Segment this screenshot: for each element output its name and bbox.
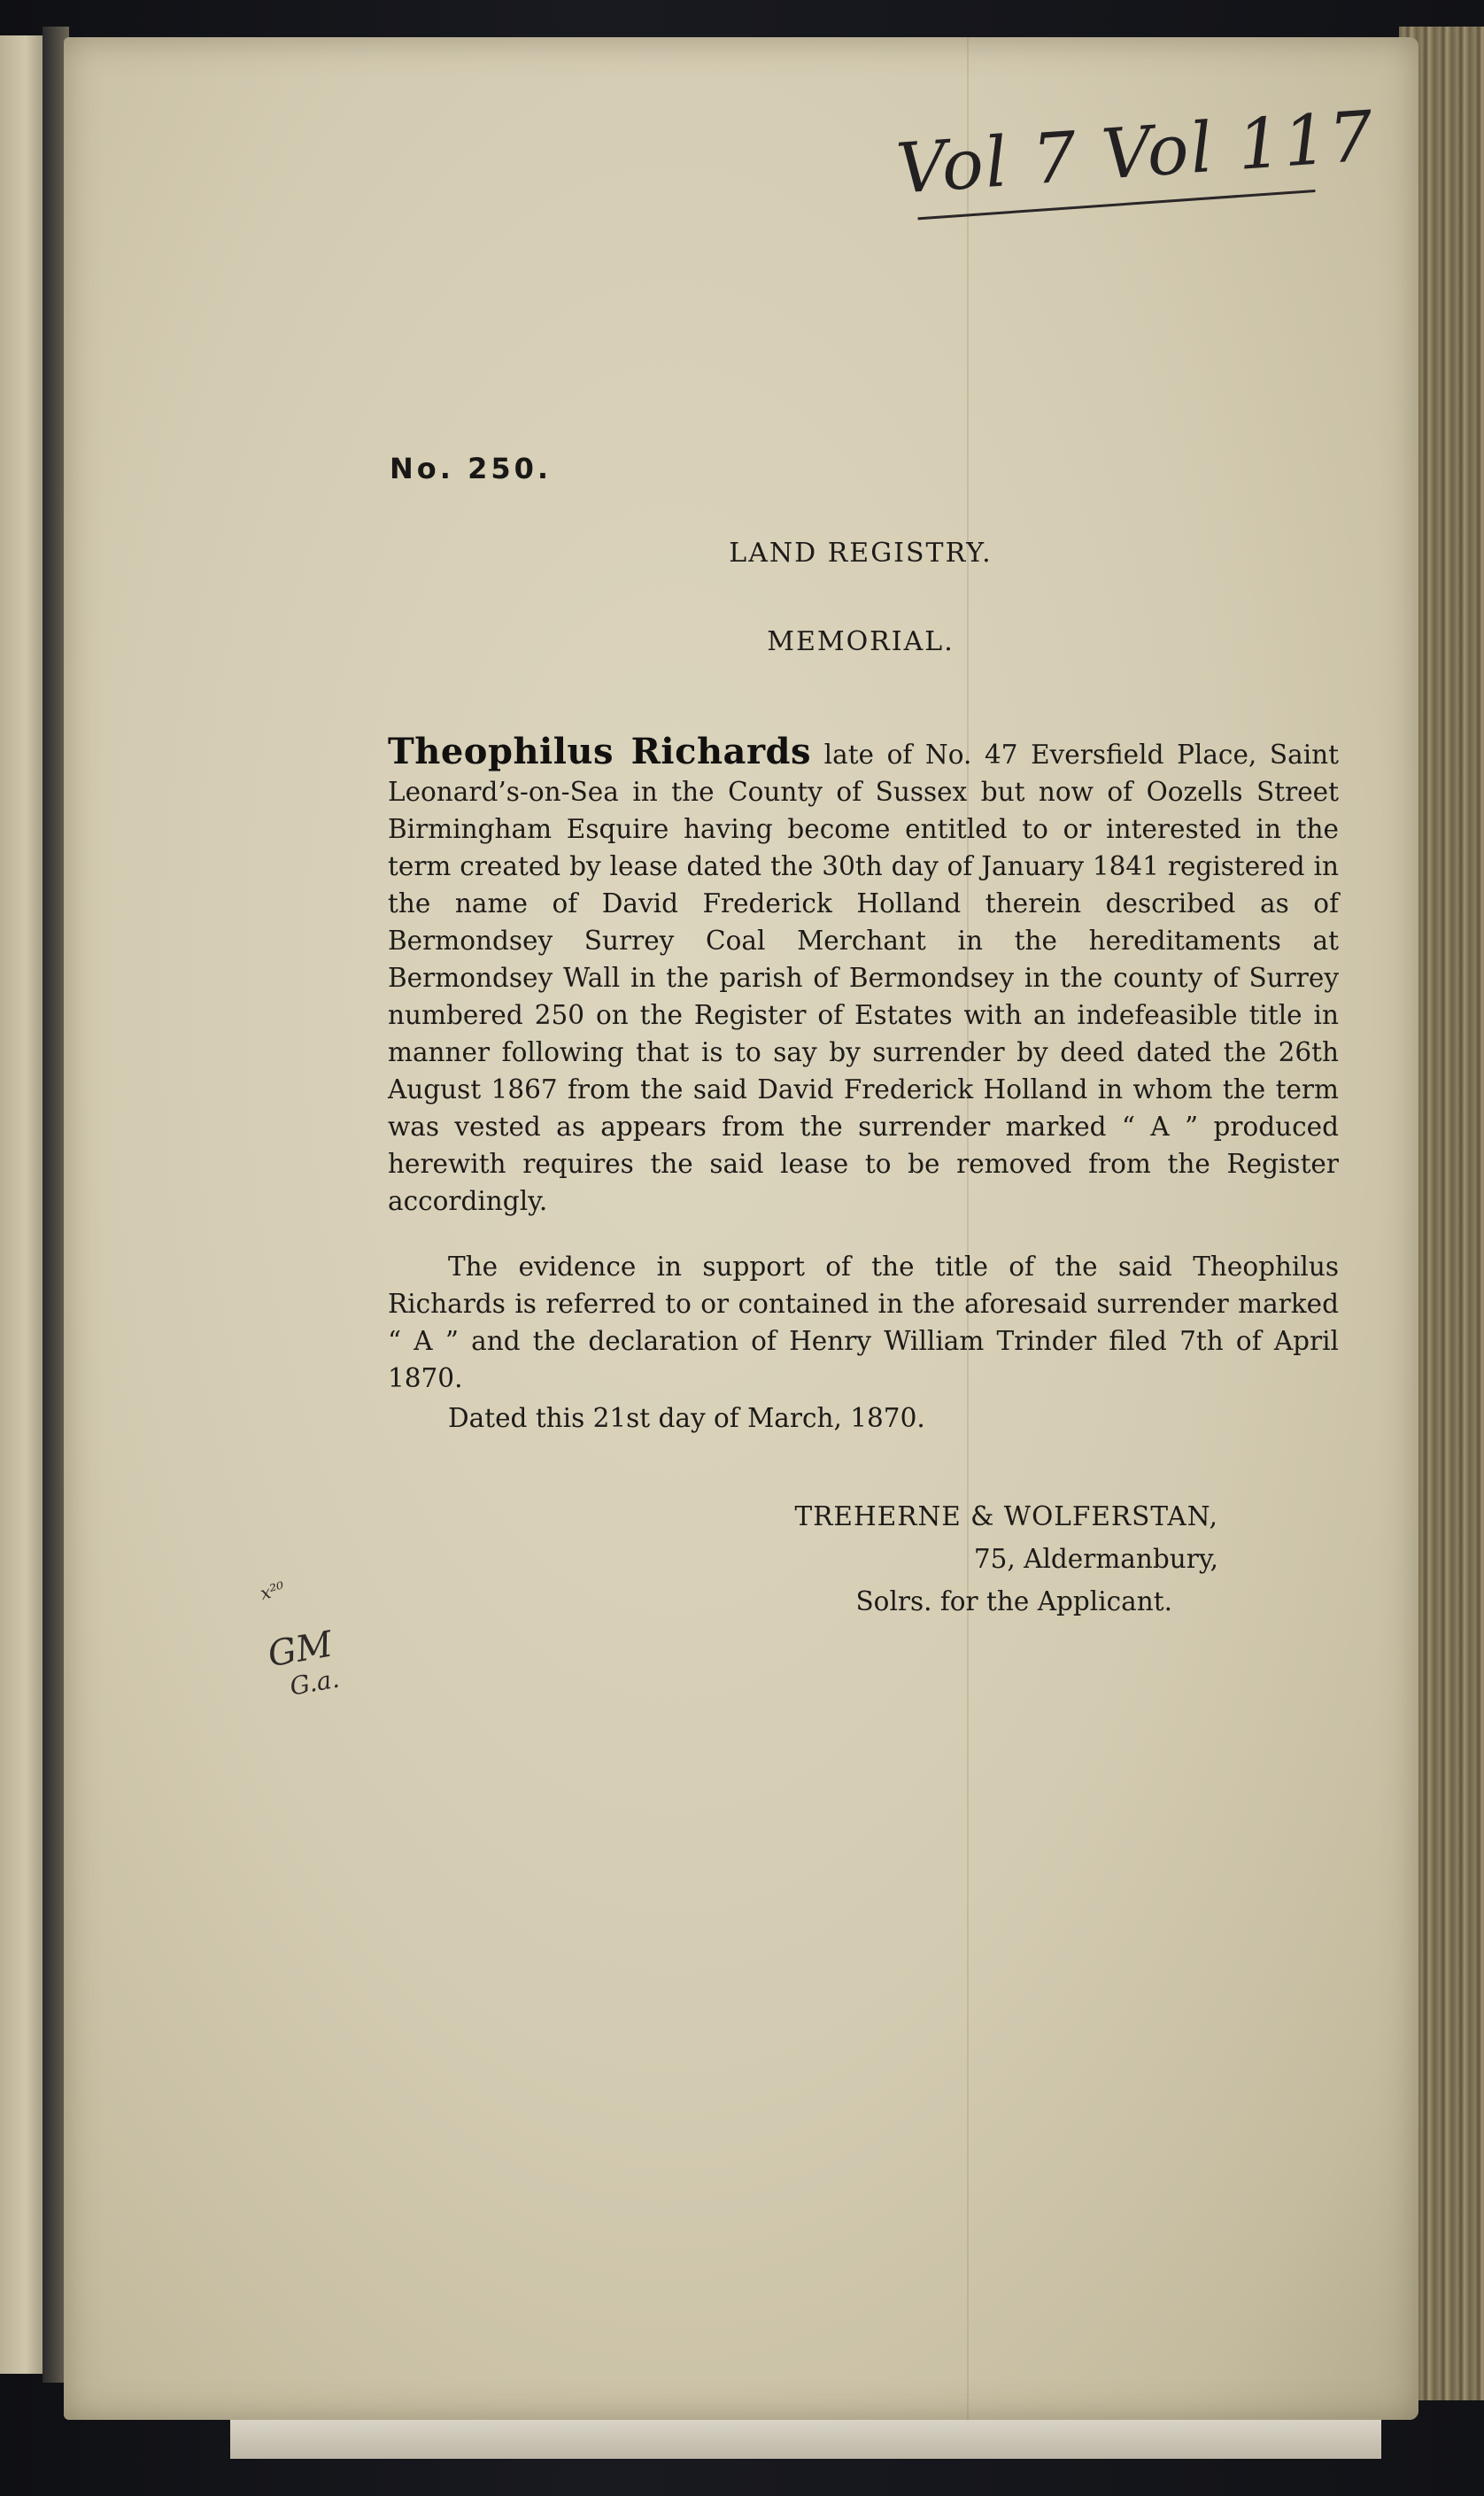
margin-initials-line-1: GM bbox=[265, 1624, 336, 1676]
registry-title: LAND REGISTRY. bbox=[729, 538, 993, 569]
document-page bbox=[64, 37, 1418, 2420]
signature-address: 75, Aldermanbury, bbox=[973, 1544, 1218, 1574]
dated-line: Dated this 21st day of March, 1870. bbox=[448, 1403, 925, 1433]
margin-initials-line-2: G.a. bbox=[287, 1663, 342, 1701]
signature-block bbox=[684, 1495, 1218, 1623]
applicant-name: Theophilus Richards bbox=[388, 731, 812, 772]
document-number: No. 250. bbox=[390, 452, 553, 485]
signature-firm: TREHERNE & WOLFERSTAN, bbox=[794, 1501, 1218, 1531]
volume-annotation-text: Vol 7 Vol 117 bbox=[893, 97, 1378, 210]
memorial-body bbox=[388, 733, 1339, 1397]
margin-initials bbox=[266, 1626, 343, 1708]
bottom-paper-strip bbox=[230, 2416, 1381, 2459]
margin-mark: x²⁰ bbox=[258, 1577, 287, 1605]
paragraph-2: The evidence in support of the title of the said Theophilus Richards is referred to or contained in the aforesaid surrender marked “ A ” and the declaration of Henry William Trinder filed 7th of April 1870. bbox=[388, 1252, 1339, 1393]
left-facing-page-edge bbox=[0, 35, 45, 2374]
paragraph-1-text: late of No. 47 Eversfield Place, Saint Leonard’s-on-Sea in the County of Sussex but now of Oozells Street Birmingham Esquire having become entitled to or interested in the term created by lease dated the 30th day of January 1841 registered in the name of David Frederick Holland therein described as of Bermondsey Surrey Coal Merchant in the hereditaments at Bermondsey Wall in the parish of Bermondsey in the county of Surrey numbered 250 on the Register of Estates with an indefeasible title in manner following that is to say by surrender by deed dated the 26th August 1867 from the said David Frederick Holland in whom the term was vested as appears from the surrender marked “ A ” produced herewith requires the said lease to be removed from the Register accordingly. bbox=[388, 740, 1339, 1216]
paragraph-1 bbox=[388, 733, 1339, 1220]
signature-role: Solrs. for the Applicant. bbox=[855, 1586, 1172, 1616]
memorial-title: MEMORIAL. bbox=[767, 626, 955, 657]
